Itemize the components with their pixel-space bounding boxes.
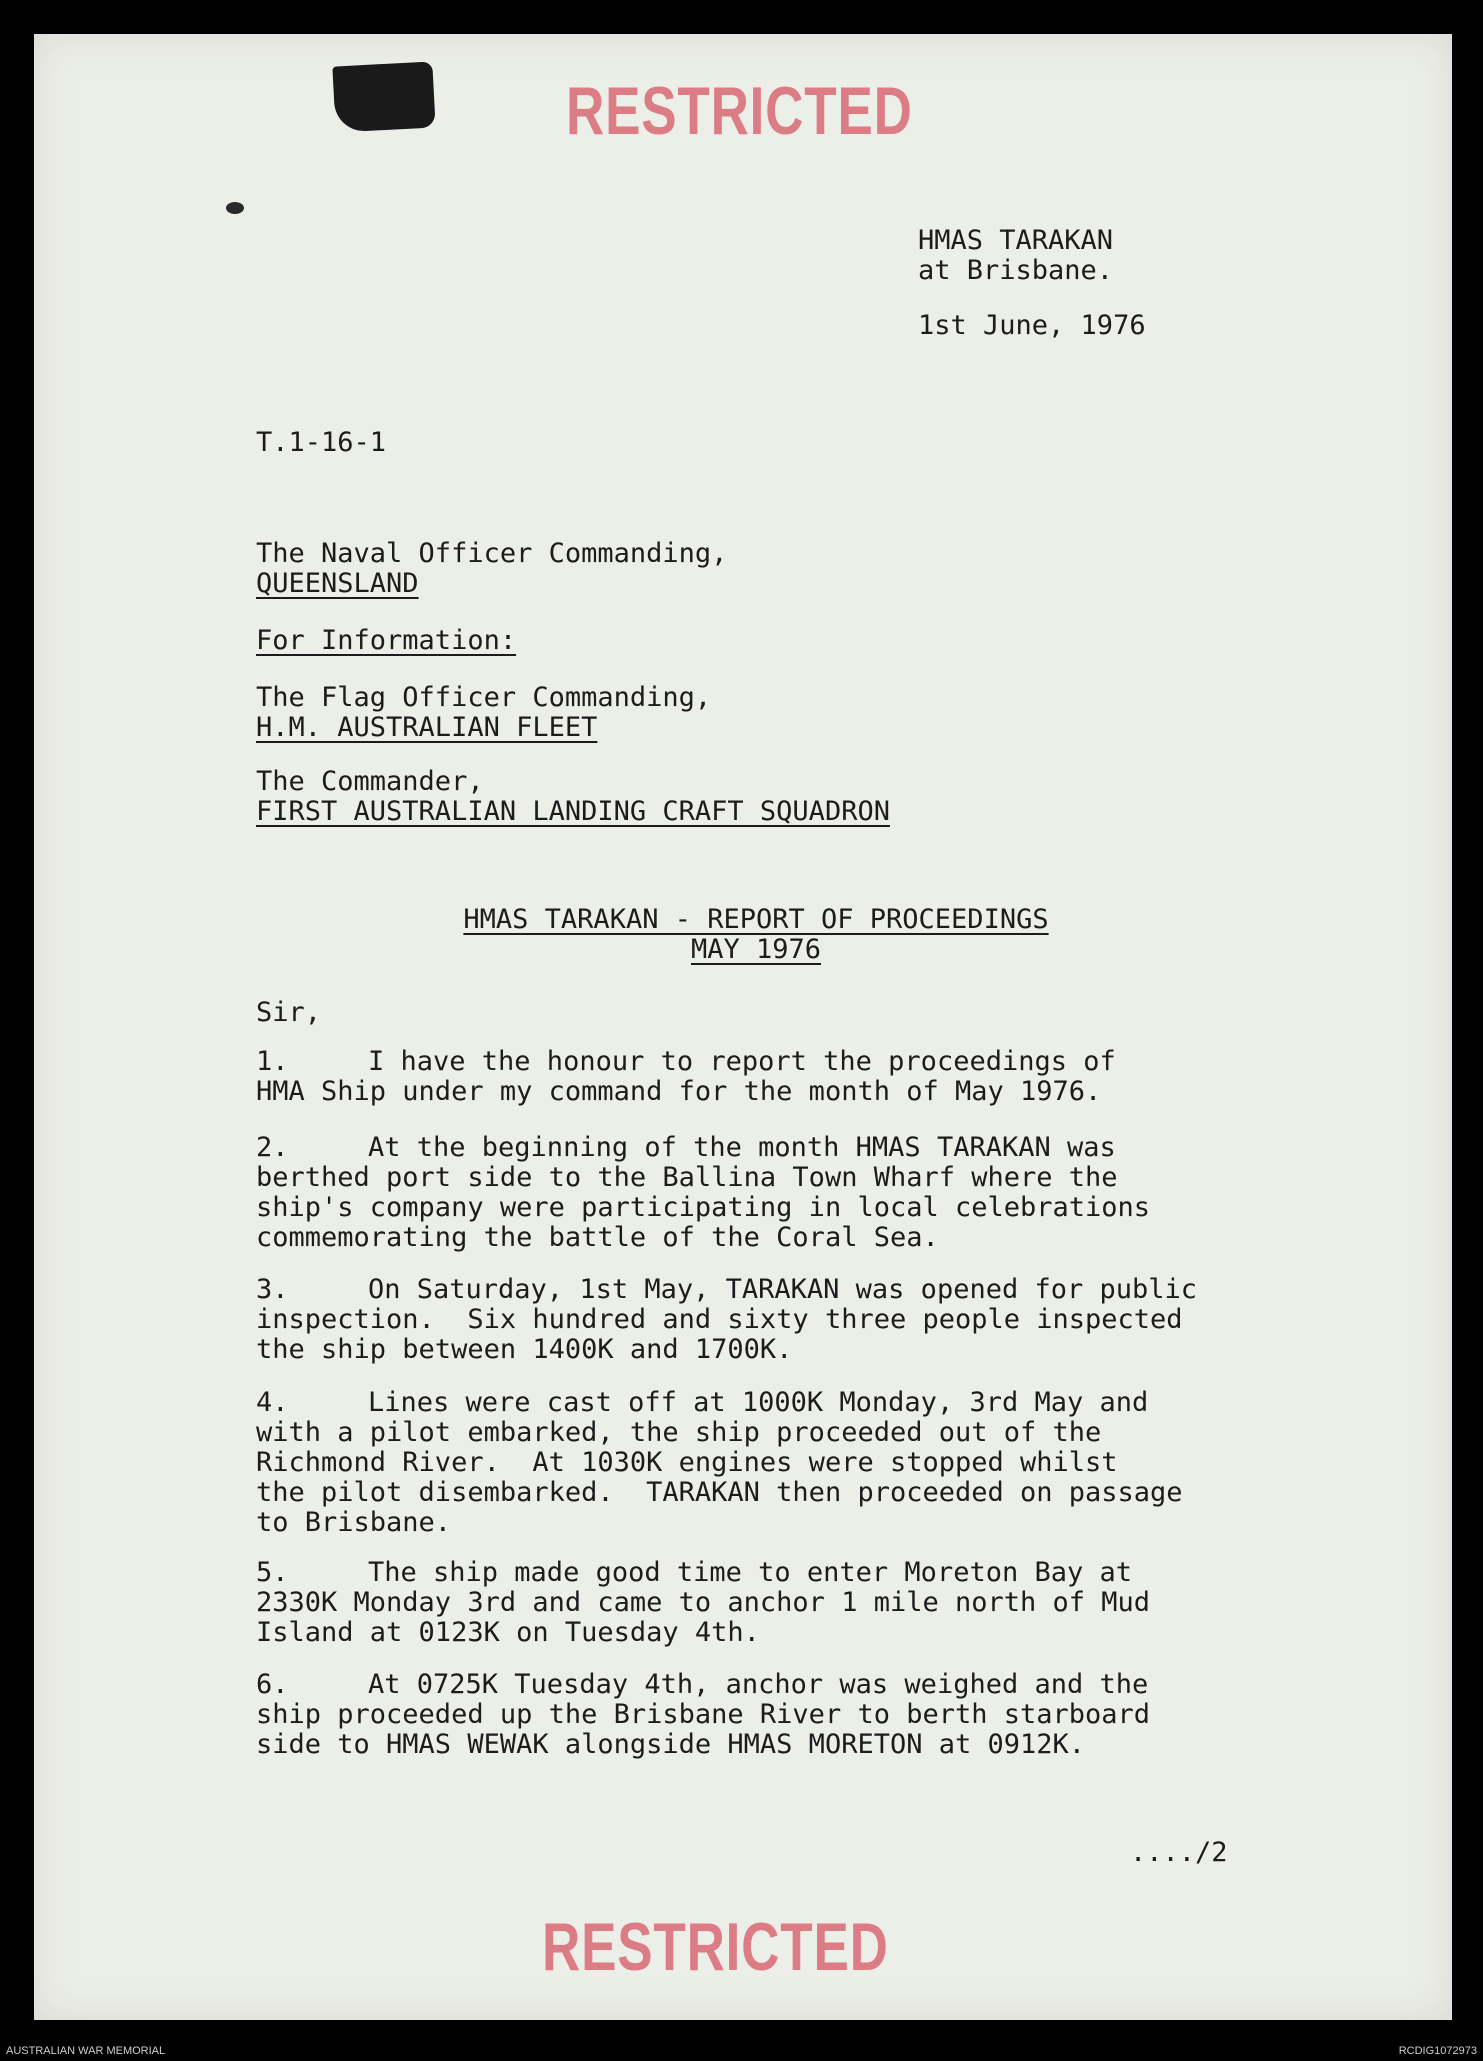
salutation: Sir, (256, 997, 322, 1028)
paragraph-line: I have the honour to report the proceedings of (368, 1046, 1116, 1077)
subject-title: HMAS TARAKAN - REPORT OF PROCEEDINGS (463, 904, 1049, 935)
paragraph-1 (256, 1047, 1116, 1107)
paragraph-line: ship's company were participating in local celebrations (256, 1192, 1151, 1223)
paragraph-6 (256, 1670, 1150, 1760)
paragraph-3 (256, 1275, 1197, 1365)
paragraph-line: 2330K Monday 3rd and came to anchor 1 mile north of Mud (256, 1587, 1151, 1618)
sender-ship: HMAS TARAKAN (918, 225, 1114, 256)
paragraph-line: ship proceeded up the Brisbane River to berth starboard (256, 1699, 1151, 1730)
reference-number: T.1-16-1 (256, 427, 387, 458)
paragraph-5 (256, 1558, 1150, 1648)
letter-date: 1st June, 1976 (918, 310, 1146, 341)
paragraph-number: 3. (256, 1274, 289, 1305)
info2-title: The Commander, (256, 766, 484, 797)
paragraph-line: to Brisbane. (256, 1507, 452, 1538)
paragraph-line: inspection. Six hundred and sixty three people inspected (256, 1304, 1183, 1335)
restricted-stamp-bottom: RESTRICTED (542, 1909, 889, 1985)
footer-record-id: RCDIG1072973 (1398, 2045, 1477, 2057)
paragraph-line: HMA Ship under my command for the month of May 1976. (256, 1076, 1102, 1107)
paragraph-number: 6. (256, 1669, 289, 1700)
info1-organisation: H.M. AUSTRALIAN FLEET (256, 712, 598, 743)
paragraph-line: the pilot disembarked. TARAKAN then proceeded on passage (256, 1477, 1183, 1508)
paragraph-number: 1. (256, 1046, 289, 1077)
paragraph-line: At 0725K Tuesday 4th, anchor was weighed and the (368, 1669, 1149, 1700)
info-recipient-2 (256, 767, 890, 827)
punch-hole (226, 202, 244, 214)
for-information-heading (256, 626, 516, 656)
paragraph-line: On Saturday, 1st May, TARAKAN was opened for public (368, 1274, 1198, 1305)
paragraph-number: 2. (256, 1132, 289, 1163)
for-information-label: For Information: (256, 625, 517, 656)
paragraph-4 (256, 1388, 1183, 1538)
addressee-title: The Naval Officer Commanding, (256, 538, 728, 569)
continuation-marker: ..../2 (1130, 1837, 1228, 1868)
paragraph-line: The ship made good time to enter Moreton Bay at (368, 1557, 1133, 1588)
info2-organisation: FIRST AUSTRALIAN LANDING CRAFT SQUADRON (256, 796, 890, 827)
paragraph-number: 5. (256, 1557, 289, 1588)
paragraph-line: Island at 0123K on Tuesday 4th. (256, 1617, 760, 1648)
restricted-stamp-top: RESTRICTED (566, 73, 913, 149)
paragraph-line: side to HMAS WEWAK alongside HMAS MORETON at 0912K. (256, 1729, 1086, 1760)
paragraph-line: Lines were cast off at 1000K Monday, 3rd May and (368, 1387, 1149, 1418)
paragraph-line: with a pilot embarked, the ship proceeded out of the (256, 1417, 1102, 1448)
subject-period: MAY 1976 (690, 934, 822, 965)
info-recipient-1 (256, 683, 711, 743)
info1-title: The Flag Officer Commanding, (256, 682, 712, 713)
footer-archive-label: AUSTRALIAN WAR MEMORIAL (6, 2045, 166, 2057)
addressee-block (256, 539, 727, 599)
paragraph-line: the ship between 1400K and 1700K. (256, 1334, 793, 1365)
paragraph-number: 4. (256, 1387, 289, 1418)
paragraph-line: At the beginning of the month HMAS TARAKAN was (368, 1132, 1116, 1163)
sender-location: at Brisbane. (918, 255, 1114, 286)
paragraph-line: berthed port side to the Ballina Town Wharf where the (256, 1162, 1118, 1193)
sender-block (918, 226, 1113, 286)
tape-mark (332, 61, 435, 132)
paragraph-line: Richmond River. At 1030K engines were stopped whilst (256, 1447, 1118, 1478)
subject-block (256, 905, 1256, 965)
paragraph-line: commemorating the battle of the Coral Sea. (256, 1222, 939, 1253)
paragraph-2 (256, 1133, 1150, 1253)
addressee-location: QUEENSLAND (256, 568, 419, 599)
